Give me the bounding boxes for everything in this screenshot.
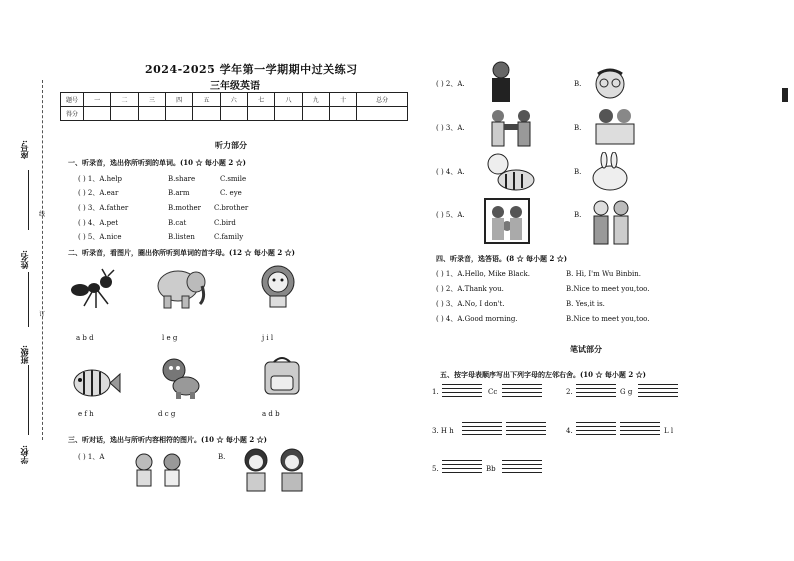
s4-a1: ( ) 1、A.Hello, Mike Black. bbox=[436, 270, 530, 278]
school-label: 学校: bbox=[19, 445, 29, 464]
section5-title: 五、按字母表顺序写出下列字母的左邻右舍。(10 ☆ 每小题 2 ☆) bbox=[440, 370, 646, 379]
s2-letters-3: j i l bbox=[262, 334, 274, 342]
score-row-label: 得分 bbox=[61, 107, 84, 121]
score-cell[interactable] bbox=[329, 107, 356, 121]
s1-q3: ( ) 3、A.father bbox=[78, 204, 129, 212]
score-cell[interactable] bbox=[302, 107, 329, 121]
s4-a2: ( ) 2、A.Thank you. bbox=[436, 285, 504, 293]
s5-writing-lines-2a[interactable] bbox=[576, 384, 616, 400]
two-people-picture bbox=[486, 106, 536, 148]
s4-a3: ( ) 3、A.No, I don't. bbox=[436, 300, 505, 308]
s5-writing-lines-3b[interactable] bbox=[506, 422, 546, 438]
section2-title: 二、听录音，看图片，圈出你所听到单词的首字母。(12 ☆ 每小题 2 ☆) bbox=[68, 248, 295, 257]
s5-n1: 1. bbox=[432, 388, 439, 396]
s1-q4: ( ) 4、A.pet bbox=[78, 219, 119, 227]
s5-n2: 2. bbox=[566, 388, 573, 396]
s4-b1: B. Hi, I'm Wu Binbin. bbox=[566, 270, 641, 278]
s4-b4: B.Nice to meet you,too. bbox=[566, 315, 650, 323]
writing-heading: 笔试部分 bbox=[570, 344, 602, 354]
s3-q2: ( ) 2、A. bbox=[436, 80, 465, 88]
s1-b1: B.share bbox=[168, 175, 196, 183]
elephant-icon bbox=[152, 264, 208, 310]
seat-underline[interactable] bbox=[28, 170, 29, 230]
s3-q4: ( ) 4、A. bbox=[436, 168, 465, 176]
page-subtitle: 三年级英语 bbox=[210, 81, 260, 92]
s2-letters-6: a d b bbox=[262, 410, 280, 418]
name-label: 姓名: bbox=[19, 250, 29, 269]
s1-q1: ( ) 1、A.help bbox=[78, 175, 123, 183]
score-cell[interactable] bbox=[84, 107, 111, 121]
s1-b5: B.listen bbox=[168, 233, 195, 241]
s2-letters-1: a b d bbox=[76, 334, 94, 342]
score-header-cell: 一 bbox=[84, 93, 111, 107]
s4-b2: B.Nice to meet you,too. bbox=[566, 285, 650, 293]
s4-a4: ( ) 4、A.Good morning. bbox=[436, 315, 518, 323]
s5-n3: 3. H h bbox=[432, 427, 454, 435]
s3-q1: ( ) 1、A bbox=[78, 453, 105, 461]
s5-writing-lines-5a[interactable] bbox=[442, 460, 482, 476]
s5-letter2: G g bbox=[620, 388, 633, 396]
boy-girl-picture bbox=[236, 446, 316, 494]
section1-title: 一、听录音，选出你所听到的单词。(10 ☆ 每小题 2 ☆) bbox=[68, 158, 246, 167]
s1-c2: C. eye bbox=[220, 189, 242, 197]
man-glasses-picture bbox=[486, 60, 516, 104]
s3-b2: B. bbox=[574, 80, 582, 88]
page-title: 2024-2025 学年第一学期期中过关练习 bbox=[145, 63, 358, 76]
section4-title: 四、听录音，选答语。(8 ☆ 每小题 2 ☆) bbox=[436, 254, 568, 263]
s5-n5: 5. bbox=[432, 465, 439, 473]
score-cell[interactable] bbox=[275, 107, 302, 121]
score-cell[interactable] bbox=[165, 107, 192, 121]
s3-b5: B. bbox=[574, 211, 582, 219]
s5-writing-lines-2b[interactable] bbox=[638, 384, 678, 400]
score-header-cell: 十 bbox=[329, 93, 356, 107]
s2-letters-2: l e g bbox=[162, 334, 178, 342]
margin-mark-ding: 订 bbox=[39, 311, 46, 318]
s1-c5: C.family bbox=[214, 233, 244, 241]
grandpa-glasses-picture bbox=[592, 66, 628, 106]
s1-b3: B.mother bbox=[168, 204, 202, 212]
s1-b4: B.cat bbox=[168, 219, 187, 227]
fish-icon bbox=[70, 366, 122, 400]
children-greeting-picture bbox=[124, 450, 194, 492]
class-underline[interactable] bbox=[28, 365, 29, 435]
s5-letter5: Bb bbox=[486, 465, 496, 473]
score-cell[interactable] bbox=[247, 107, 274, 121]
s1-b2: B.arm bbox=[168, 189, 190, 197]
class-label: 班级: bbox=[19, 345, 29, 364]
s2-letters-5: d c g bbox=[158, 410, 176, 418]
score-header-cell: 八 bbox=[275, 93, 302, 107]
s5-writing-lines-1a[interactable] bbox=[442, 384, 482, 400]
dog-icon bbox=[158, 356, 202, 400]
s5-writing-lines-4a[interactable] bbox=[576, 422, 616, 438]
section3-title: 三、听对话，选出与所听内容相符的图片。(10 ☆ 每小题 2 ☆) bbox=[68, 435, 267, 444]
score-table bbox=[60, 92, 408, 121]
seat-label: 座号: bbox=[19, 140, 29, 159]
s1-q2: ( ) 2、A.ear bbox=[78, 189, 119, 197]
page-edge-mark bbox=[782, 88, 788, 102]
score-cell[interactable] bbox=[111, 107, 138, 121]
score-cell[interactable] bbox=[193, 107, 220, 121]
s3-q3: ( ) 3、A. bbox=[436, 124, 465, 132]
tiger-picture bbox=[484, 152, 536, 192]
score-header-cell: 六 bbox=[220, 93, 247, 107]
name-underline[interactable] bbox=[28, 272, 29, 327]
s5-letter1: Cc bbox=[488, 388, 498, 396]
s5-writing-lines-3a[interactable] bbox=[462, 422, 502, 438]
s3-b3: B. bbox=[574, 124, 582, 132]
s4-b3: B. Yes,it is. bbox=[566, 300, 605, 308]
s5-n4: 4. bbox=[566, 427, 573, 435]
ant-icon bbox=[68, 268, 120, 310]
s5-writing-lines-4b[interactable] bbox=[620, 422, 660, 438]
score-cell[interactable] bbox=[220, 107, 247, 121]
bag-icon bbox=[262, 354, 302, 396]
score-header-cell: 三 bbox=[138, 93, 165, 107]
rabbit-picture bbox=[590, 152, 634, 192]
s1-c4: C.bird bbox=[214, 219, 236, 227]
s5-writing-lines-1b[interactable] bbox=[502, 384, 542, 400]
lion-icon bbox=[258, 264, 298, 308]
s3-b4: B. bbox=[574, 168, 582, 176]
score-header-cell: 四 bbox=[165, 93, 192, 107]
margin-mark-xian: 线 bbox=[39, 211, 46, 218]
score-header-cell: 二 bbox=[111, 93, 138, 107]
family-photo-picture bbox=[484, 198, 530, 244]
score-header-cell: 总分 bbox=[357, 93, 408, 107]
score-header-cell: 五 bbox=[193, 93, 220, 107]
s3-b1: B. bbox=[218, 453, 226, 461]
listening-heading: 听力部分 bbox=[215, 140, 247, 150]
s1-q5: ( ) 5、A.nice bbox=[78, 233, 122, 241]
grandparents-picture bbox=[588, 196, 634, 248]
s5-letter4: L l bbox=[664, 427, 674, 435]
s1-c3: C.brother bbox=[214, 204, 249, 212]
score-cell[interactable] bbox=[357, 107, 408, 121]
s5-writing-lines-5b[interactable] bbox=[502, 460, 542, 476]
s1-c1: C.smile bbox=[220, 175, 247, 183]
s3-q5: ( ) 5、A. bbox=[436, 211, 465, 219]
s2-letters-4: e f h bbox=[78, 410, 94, 418]
family-sofa-picture bbox=[592, 104, 638, 150]
score-header-cell: 题号 bbox=[61, 93, 84, 107]
score-cell[interactable] bbox=[138, 107, 165, 121]
score-header-cell: 九 bbox=[302, 93, 329, 107]
score-header-cell: 七 bbox=[247, 93, 274, 107]
